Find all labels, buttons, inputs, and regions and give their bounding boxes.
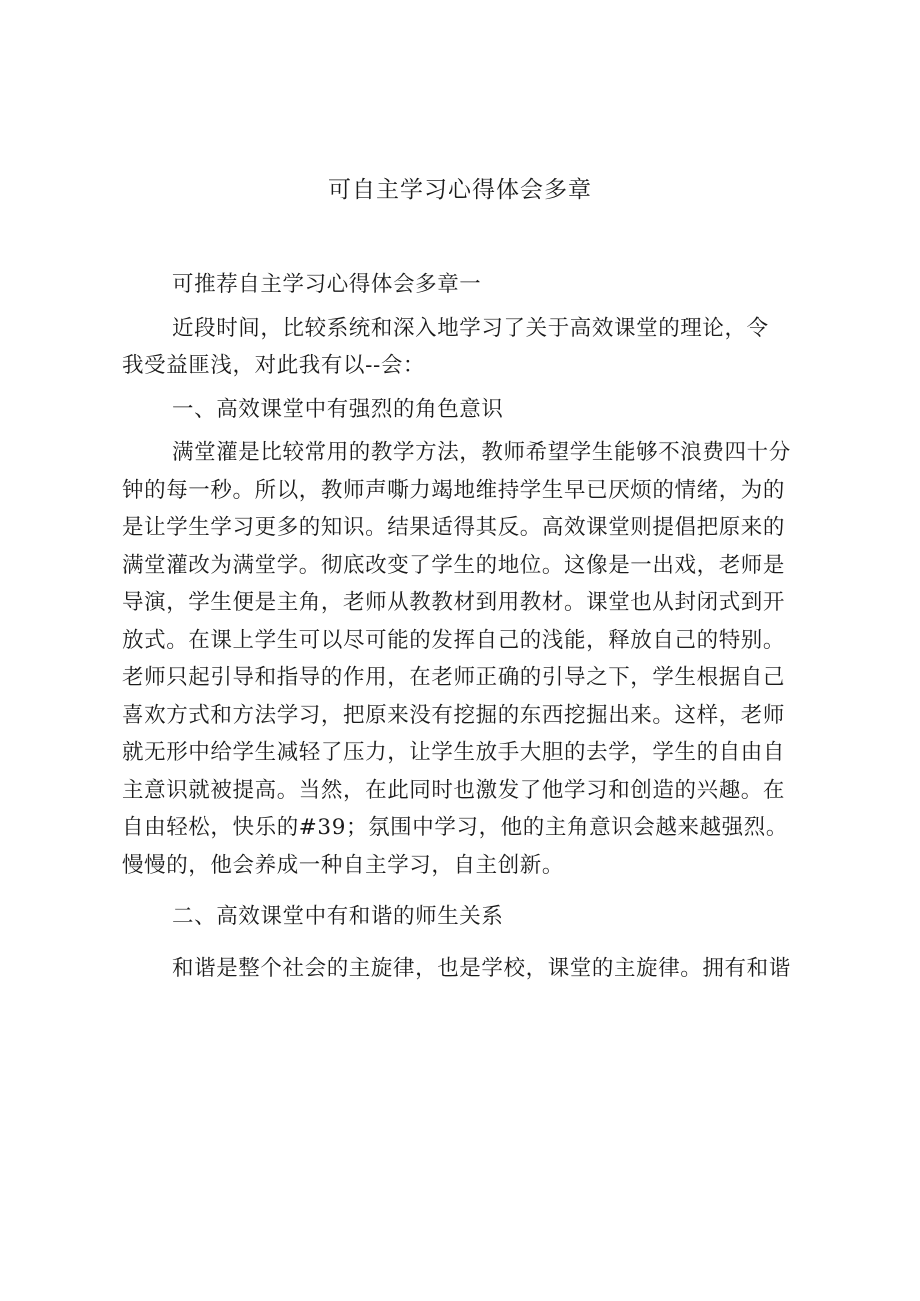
paragraph-line: 放式。在课上学生可以尽可能的发挥自己的浅能，释放自己的特别。: [122, 627, 786, 653]
paragraph-line: 和谐是整个社会的主旋律，也是学校，课堂的主旋律。拥有和谐: [172, 955, 791, 981]
document-body: [122, 266, 822, 987]
paragraph-line: 主意识就被提高。当然，在此同时也激发了他学习和创造的兴趣。在: [122, 777, 786, 803]
paragraph-line: 喜欢方式和方法学习，把原来没有挖掘的东西挖掘出来。这样，老师: [122, 702, 786, 728]
paragraph-line: 是让学生学习更多的知识。结果适得其反。高效课堂则提倡把原来的: [122, 515, 786, 540]
document-title: 可自主学习心得体会多章: [328, 177, 592, 203]
paragraph-line: 钟的每一秒。所以，教师声嘶力竭地维持学生早已厌烦的情绪，为的: [122, 477, 786, 503]
section-heading-2: 二、高效课堂中有和谐的师生关系: [172, 904, 504, 929]
paragraph-line: 就无形中给学生减轻了压力，让学生放手大胆的去学，学生的自由自: [122, 740, 786, 765]
intro-line: 我受益匪浅，对此我有以--会：: [122, 353, 426, 378]
paragraph-line: 慢慢的，他会养成一种自主学习，自主创新。: [122, 852, 565, 878]
paragraph-line: 老师只起引导和指导的作用，在老师正确的引导之下，学生根据自己: [122, 665, 786, 690]
paragraph-line: 满堂灌是比较常用的教学方法，教师希望学生能够不浪费四十分: [172, 440, 791, 465]
paragraph-line: 导演，学生便是主角，老师从教教材到用教材。课堂也从封闭式到开: [122, 590, 786, 615]
subtitle: 可推荐自主学习心得体会多章一: [172, 272, 482, 297]
section-heading-1: 一、高效课堂中有强烈的角色意识: [172, 396, 504, 422]
paragraph-line: 满堂灌改为满堂学。彻底改变了学生的地位。这像是一出戏，老师是: [122, 552, 786, 578]
paragraph-line: 自由轻松，快乐的#39；氛围中学习，他的主角意识会越来越强烈。: [122, 815, 788, 840]
intro-line: 近段时间，比较系统和深入地学习了关于高效课堂的理论，令: [172, 315, 769, 341]
